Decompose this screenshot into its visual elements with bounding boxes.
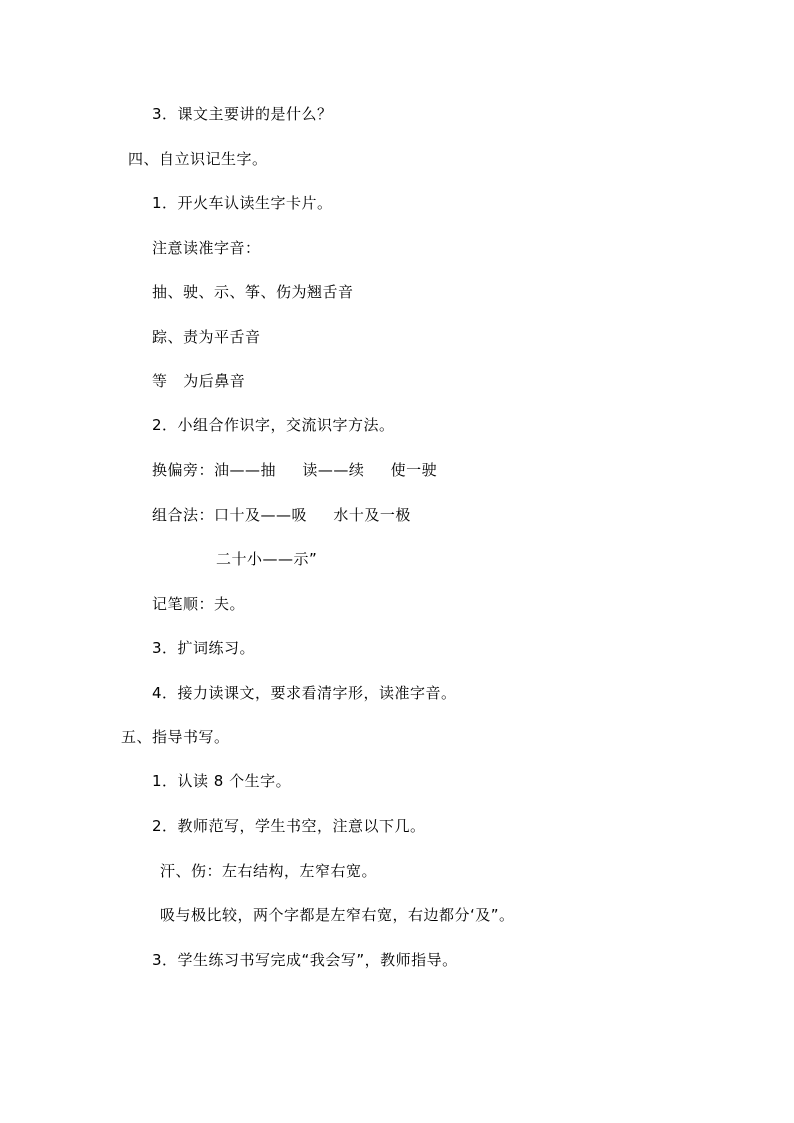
step-4-line: 4．接力读课文，要求看清字形，读准字音。 (152, 684, 457, 702)
combination-example-line: 二十小——示” (216, 550, 318, 568)
step-1-line: 1．开火车认读生字卡片。 (152, 194, 333, 212)
question-3-line: 3．课文主要讲的是什么？ (152, 105, 333, 123)
comparison-note-line: 吸与极比较，两个字都是左窄右宽，右边都分‘及”。 (160, 906, 515, 924)
stroke-order-line: 记笔顺：夫。 (152, 595, 246, 613)
step-3-line: 3．扩词练习。 (152, 639, 256, 657)
nasal-line: 等 为后鼻音 (152, 372, 246, 390)
pronunciation-note: 注意读准字音： (152, 239, 261, 257)
flat-tongue-line: 踪、责为平舌音 (152, 328, 261, 346)
section-4-heading: 四、自立识记生字。 (128, 150, 268, 168)
writing-step-2-line: 2．教师范写，学生书空，注意以下几。 (152, 817, 426, 835)
retroflex-line: 抽、驶、示、筝、伤为翘舌音 (152, 283, 354, 301)
section-5-heading: 五、指导书写。 (121, 728, 230, 746)
writing-step-1-line: 1．认读 8 个生字。 (152, 772, 292, 790)
structure-note-line: 汗、伤：左右结构，左窄右宽。 (160, 862, 378, 880)
combination-line: 组合法：口十及——吸 水十及一极 (152, 506, 411, 524)
radical-swap-line: 换偏旁：油——抽 读——续 使一驶 (152, 461, 438, 479)
step-2-line: 2．小组合作识字，交流识字方法。 (152, 416, 395, 434)
writing-step-3-line: 3．学生练习书写完成“我会写”，教师指导。 (152, 951, 458, 969)
